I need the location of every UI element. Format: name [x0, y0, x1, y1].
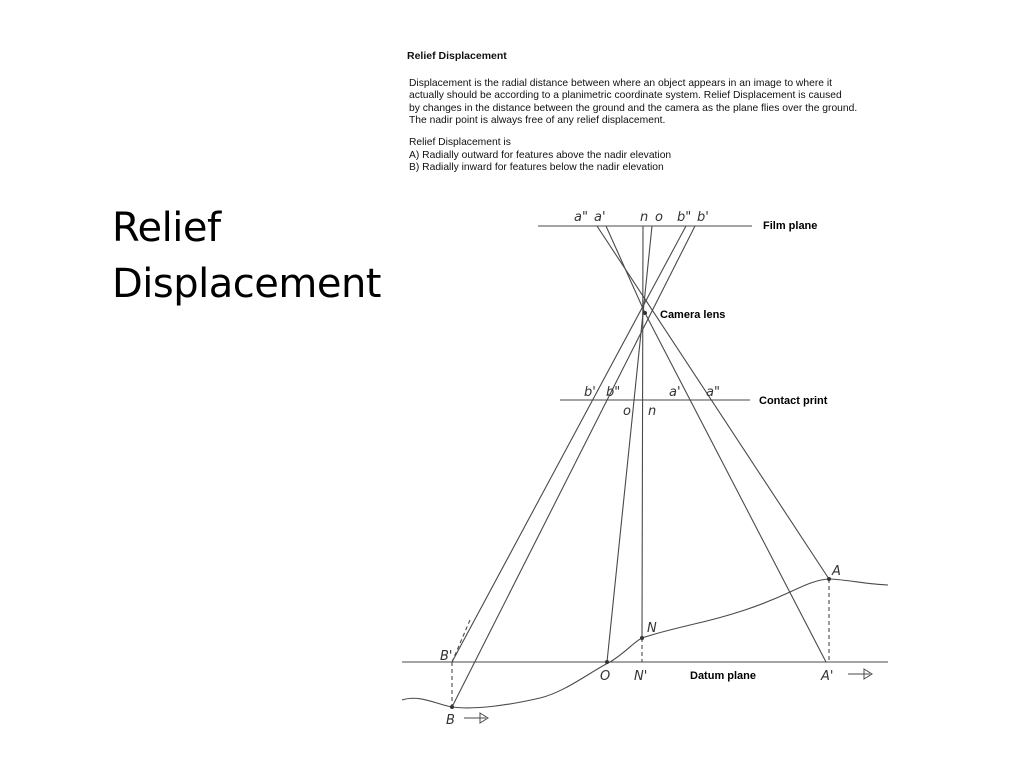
print-label-b-double: b"	[606, 385, 621, 400]
info-paragraph-line-1: Displacement is the radial distance between where an object appears in an image to where it	[409, 77, 832, 89]
camera-lens-point	[643, 311, 647, 315]
camera-lens-caption: Camera lens	[660, 309, 726, 321]
point-b	[450, 705, 454, 709]
ground-label-n-prime: N'	[634, 669, 648, 684]
ground-label-o: O	[600, 669, 611, 684]
ray-b-double-dash	[452, 620, 470, 662]
film-label-b-prime: b'	[697, 210, 709, 225]
ground-label-n: N	[647, 621, 657, 636]
film-label-a-prime: a'	[594, 210, 606, 225]
point-a	[827, 577, 831, 581]
film-label-n: n	[640, 210, 649, 225]
ray-a-prime-lower	[645, 313, 826, 662]
film-label-o: o	[655, 210, 663, 225]
print-label-o: o	[623, 404, 631, 419]
terrain-profile	[402, 579, 888, 708]
slide-title-line-1: Relief	[112, 205, 221, 251]
info-paragraph-line-3: by changes in the distance between the ground and the camera as the plane flies over the ground.	[409, 102, 858, 114]
film-label-b-double: b"	[677, 210, 692, 225]
info-list-item-a: A) Radially outward for features above the nadir elevation	[409, 149, 672, 161]
arrow-right-icon-b	[464, 713, 488, 723]
info-paragraph-line-2: actually should be according to a planimetric coordinate system. Relief Displacement is caused	[409, 90, 842, 102]
point-n	[640, 636, 644, 640]
ray-a-prime-upper	[606, 226, 645, 313]
ground-label-a: A	[832, 564, 841, 579]
ray-b-prime	[452, 226, 695, 707]
datum-plane-caption: Datum plane	[690, 670, 757, 682]
ground-label-b: B	[446, 713, 455, 728]
print-label-b-prime: b'	[584, 385, 596, 400]
ray-n	[642, 226, 643, 638]
ground-label-b-prime: B'	[440, 649, 453, 664]
info-paragraph-line-4: The nadir point is always free of any relief displacement.	[409, 115, 666, 127]
info-heading: Relief Displacement	[407, 50, 507, 62]
film-label-a-double: a"	[574, 210, 588, 225]
film-plane-caption: Film plane	[763, 220, 818, 232]
print-label-a-double: a"	[706, 385, 720, 400]
print-label-n: n	[648, 404, 657, 419]
ray-o	[607, 226, 652, 662]
arrow-right-icon-a	[848, 669, 872, 679]
print-label-a-prime: a'	[669, 385, 681, 400]
info-list-item-b: B) Radially inward for features below the nadir elevation	[409, 162, 664, 174]
ray-b-double	[452, 226, 686, 662]
point-o	[605, 660, 609, 664]
info-list-intro: Relief Displacement is	[409, 136, 511, 148]
slide-title-line-2: Displacement	[112, 261, 381, 307]
contact-print-caption: Contact print	[759, 395, 828, 407]
ground-label-a-prime: A'	[821, 669, 834, 684]
